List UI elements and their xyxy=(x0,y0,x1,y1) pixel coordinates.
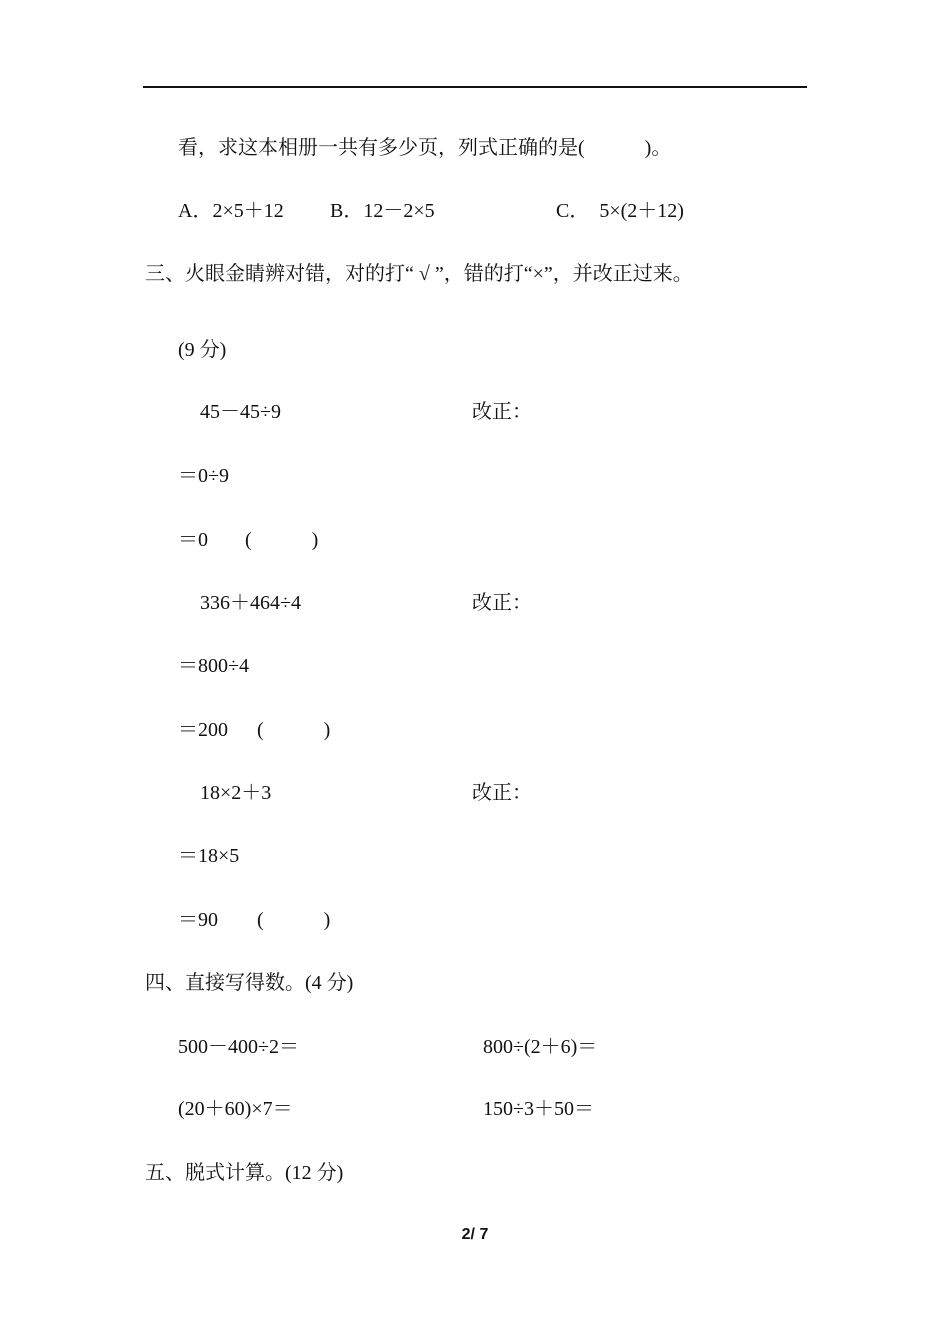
mental-math-item-4: 150÷3＋50＝ xyxy=(483,1098,594,1120)
option-c: C． 5×(2＋12) xyxy=(556,200,684,222)
problem-1-answer-blank: ( ) xyxy=(245,529,319,551)
section-5-title: 五、脱式计算。(12 分) xyxy=(145,1162,344,1184)
problem-1-correction-label: 改正： xyxy=(472,401,532,423)
section-3-score: (9 分) xyxy=(178,339,227,361)
question-continuation: 看，求这本相册一共有多少页，列式正确的是( )。 xyxy=(178,137,672,159)
problem-2-step-1: ＝800÷4 xyxy=(178,655,249,677)
mental-math-item-3: (20＋60)×7＝ xyxy=(178,1098,293,1120)
mental-math-item-1: 500－400÷2＝ xyxy=(178,1036,299,1058)
problem-3-step-1: ＝18×5 xyxy=(178,845,240,867)
section-4-title: 四、直接写得数。(4 分) xyxy=(145,972,354,994)
problem-3-answer-blank: ( ) xyxy=(257,909,331,931)
problem-1-step-1: ＝0÷9 xyxy=(178,465,229,487)
option-b: B．12－2×5 xyxy=(330,200,435,222)
problem-2-answer-blank: ( ) xyxy=(257,719,331,741)
problem-1-expression: 45－45÷9 xyxy=(200,401,281,423)
section-3-title: 三、火眼金睛辨对错，对的打“ √ ”，错的打“×”，并改正过来。 xyxy=(145,263,693,285)
problem-2-step-2: ＝200 xyxy=(178,719,228,741)
page-number: 2/ 7 xyxy=(461,1226,489,1243)
problem-3-correction-label: 改正： xyxy=(472,782,532,804)
header-rule xyxy=(143,86,807,88)
problem-3-expression: 18×2＋3 xyxy=(200,782,272,804)
problem-2-expression: 336＋464÷4 xyxy=(200,592,301,614)
problem-3-step-2: ＝90 xyxy=(178,909,218,931)
mental-math-item-2: 800÷(2＋6)＝ xyxy=(483,1036,598,1058)
problem-1-step-2: ＝0 xyxy=(178,529,208,551)
problem-2-correction-label: 改正： xyxy=(472,592,532,614)
option-a: A．2×5＋12 xyxy=(178,200,284,222)
